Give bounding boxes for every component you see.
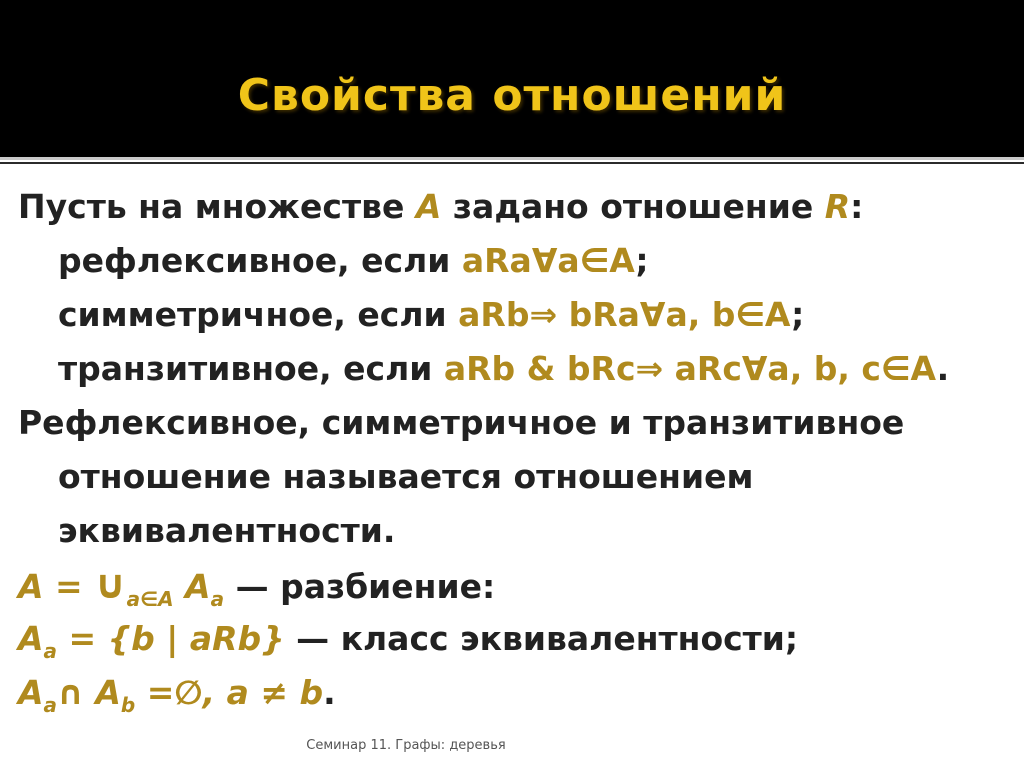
text: отношение называется отношением [58,457,754,496]
slide-header [0,0,1024,157]
slide-body [18,180,1018,720]
formula: A [415,187,442,226]
text: ; [635,241,649,280]
body-line-7 [18,504,1018,558]
header-divider-dark [0,162,1024,164]
formula: R [824,187,851,226]
formula: =∅, a ≠ b [135,673,324,712]
text: ; [791,295,805,334]
text: симметричное, если [58,295,459,334]
text: . [323,673,336,712]
formula-subscript: a [43,639,58,663]
formula: A [173,567,211,606]
body-line-partition [18,558,1018,612]
formula: A [18,673,44,712]
formula: A = [18,567,95,606]
body-line-1 [18,180,1018,234]
text: Рефлексивное, симметричное и транзитивное [18,403,905,442]
text: — класс эквивалентности; [284,619,799,658]
body-line-disjoint [18,666,1018,720]
body-line-5 [18,396,1018,450]
body-line-transitive [18,342,1018,396]
body-line-reflexive [18,234,1018,288]
text: Пусть на множестве [18,187,416,226]
body-line-symmetric [18,288,1018,342]
formula: ∩ A [57,673,121,712]
text: — разбиение: [224,567,496,606]
header-divider-light [0,157,1024,160]
slide-title: Свойства отношений [237,70,787,121]
union-symbol: ∪ [94,562,127,608]
slide-footer: Семинар 11. Графы: деревья [306,738,506,753]
text: . [936,349,950,388]
formula-subscript: a∈A [126,587,174,611]
text: эквивалентности. [58,511,396,550]
formula-subscript: a [210,587,225,611]
text: : [850,187,864,226]
formula: = {b | aRb} [57,619,285,658]
text: рефлексивное, если [58,241,462,280]
formula: A [18,619,44,658]
body-line-6 [18,450,1018,504]
text: задано отношение [441,187,825,226]
formula-subscript: a [43,693,58,717]
formula: aRa∀a∈A [461,241,636,280]
formula: aRb & bRc⇒ aRc∀a, b, c∈A [443,349,937,388]
formula-subscript: b [120,693,136,717]
text: транзитивное, если [58,349,444,388]
formula: aRb⇒ bRa∀a, b∈A [458,295,792,334]
body-line-class [18,612,1018,666]
